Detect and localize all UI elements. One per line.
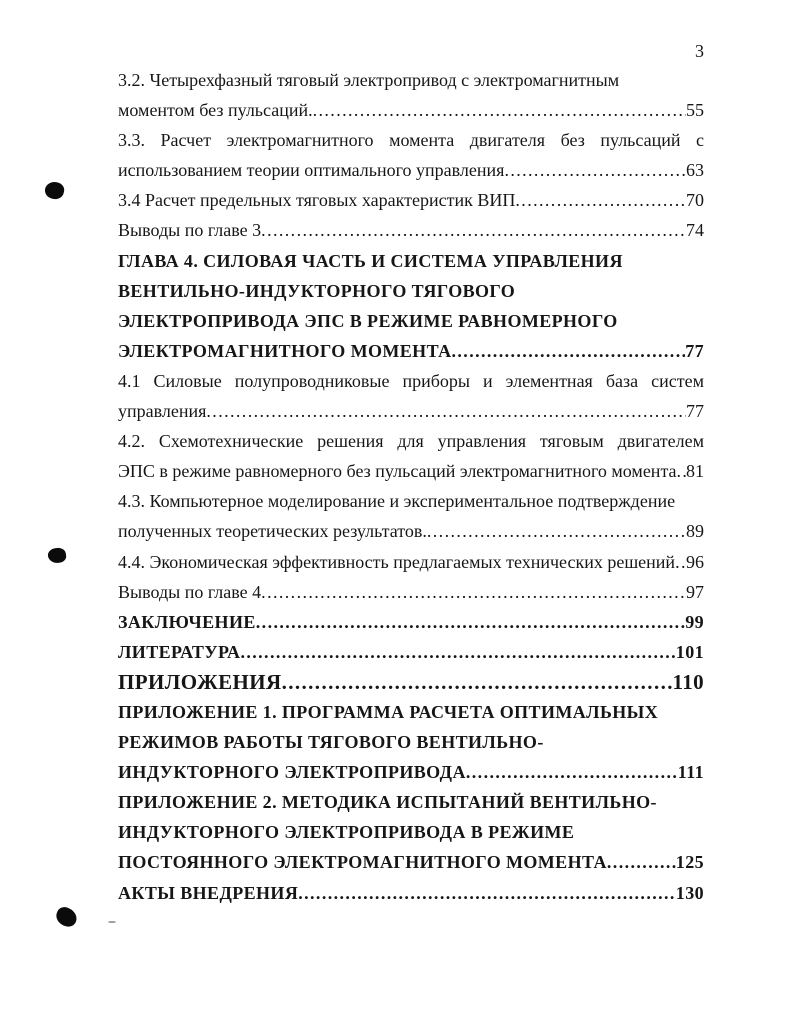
toc-entry-page: 111 xyxy=(677,762,704,783)
toc-line xyxy=(118,185,704,215)
dot-leader xyxy=(313,95,686,125)
toc-entry-text: ЭЛЕКТРОПРИВОДА ЭПС В РЕЖИМЕ РАВНОМЕРНОГО xyxy=(118,310,618,331)
toc-entry-text: РЕЖИМОВ РАБОТЫ ТЯГОВОГО ВЕНТИЛЬНО- xyxy=(118,732,544,753)
toc-entry-page: 97 xyxy=(686,581,704,602)
toc-entry-text: 3.4 Расчет предельных тяговых характеристик ВИП xyxy=(118,190,516,211)
toc-entry-text: АКТЫ ВНЕДРЕНИЯ xyxy=(118,882,299,903)
toc-entry-text: ПРИЛОЖЕНИЕ 2. МЕТОДИКА ИСПЫТАНИЙ ВЕНТИЛЬНО- xyxy=(118,792,657,813)
toc-entry-page: 89 xyxy=(686,521,704,542)
toc-entry-page: 99 xyxy=(685,611,704,632)
toc-line xyxy=(118,878,704,908)
toc-line xyxy=(118,667,704,697)
toc-line xyxy=(118,456,704,486)
toc-entry-text: ИНДУКТОРНОГО ЭЛЕКТРОПРИВОДА xyxy=(118,762,466,783)
toc-entry-text: ЭПС в режиме равномерного без пульсаций электромагнитного момента xyxy=(118,461,677,482)
toc-line xyxy=(118,396,704,426)
toc-entry-text: ПРИЛОЖЕНИЕ 1. ПРОГРАММА РАСЧЕТА ОПТИМАЛЬНЫХ xyxy=(118,701,659,722)
toc-entry-page: 77 xyxy=(685,340,704,361)
toc-entry-text: 3.2. Четырехфазный тяговый электропривод с электромагнитным xyxy=(118,70,620,90)
toc-entry-text: ПРИЛОЖЕНИЯ xyxy=(118,669,282,694)
toc-entry-text: ЗАКЛЮЧЕНИЕ xyxy=(118,611,256,632)
dot-leader xyxy=(298,878,676,908)
toc-entry-text: 4.3. Компьютерное моделирование и экспериментальное подтверждение xyxy=(118,491,676,512)
toc-line xyxy=(118,366,704,396)
toc-entry-text: 4.4. Экономическая эффективность предлагаемых технических решений xyxy=(118,551,676,572)
toc-entry-page: 96 xyxy=(686,551,704,572)
toc-entry-text: 4.2. Схемотехнические решения для управления тяговым двигателем xyxy=(118,431,704,452)
toc-line xyxy=(118,426,704,456)
toc-entry-page: 110 xyxy=(672,669,704,694)
toc-entry-page: 74 xyxy=(686,220,704,241)
ink-stain xyxy=(47,547,67,564)
dot-leader xyxy=(240,637,675,667)
toc-line xyxy=(118,637,704,667)
dot-leader xyxy=(261,215,686,245)
dot-leader xyxy=(607,847,676,877)
toc-entry-page: 77 xyxy=(686,401,704,422)
toc-line xyxy=(118,65,704,95)
toc-entry-page: 63 xyxy=(686,160,704,181)
toc-entry-text: полученных теоретических результатов. xyxy=(118,521,427,542)
toc-entry-text: ВЕНТИЛЬНО-ИНДУКТОРНОГО ТЯГОВОГО xyxy=(118,280,516,301)
toc-entry-page: 101 xyxy=(675,641,704,662)
dot-leader xyxy=(677,456,686,486)
toc-line xyxy=(118,516,704,546)
dot-leader xyxy=(282,667,673,697)
toc-entry-page: 70 xyxy=(686,190,704,211)
toc-entry-text: управления xyxy=(118,401,207,422)
dot-leader xyxy=(675,547,686,577)
toc-line xyxy=(118,727,704,757)
toc-line xyxy=(118,306,704,336)
toc-entry-text: 3.3. Расчет электромагнитного момента двигателя без пульсаций с xyxy=(118,130,704,151)
toc-line xyxy=(118,246,704,276)
dot-leader xyxy=(206,396,686,426)
toc-line xyxy=(118,276,704,306)
toc-line xyxy=(118,817,704,847)
table-of-contents xyxy=(118,65,704,908)
dot-leader xyxy=(452,336,686,366)
toc-line xyxy=(118,577,704,607)
toc-entry-text: ЭЛЕКТРОМАГНИТНОГО МОМЕНТА xyxy=(118,340,452,361)
toc-line xyxy=(118,95,704,125)
dot-leader xyxy=(427,516,686,546)
scan-speck xyxy=(108,921,116,923)
dot-leader xyxy=(466,757,678,787)
toc-entry-page: 125 xyxy=(675,852,704,873)
toc-entry-text: 4.1 Силовые полупроводниковые приборы и элементная база систем xyxy=(118,370,704,391)
ink-stain xyxy=(43,180,65,201)
toc-entry-text: ПОСТОЯННОГО ЭЛЕКТРОМАГНИТНОГО МОМЕНТА xyxy=(118,852,607,873)
toc-entry-page: 55 xyxy=(686,100,704,121)
toc-line xyxy=(118,155,704,185)
toc-line xyxy=(118,125,704,155)
toc-entry-text: Выводы по главе 4 xyxy=(118,581,262,602)
toc-line xyxy=(118,787,704,817)
toc-entry-text: моментом без пульсаций. xyxy=(118,100,313,121)
toc-line xyxy=(118,547,704,577)
ink-stain xyxy=(53,905,79,930)
dot-leader xyxy=(256,607,685,637)
dot-leader xyxy=(261,577,686,607)
toc-entry-text: ЛИТЕРАТУРА xyxy=(118,641,241,662)
toc-line xyxy=(118,215,704,245)
dot-leader xyxy=(515,185,686,215)
toc-line xyxy=(118,486,704,516)
page-number: 3 xyxy=(695,41,704,61)
toc-line xyxy=(118,607,704,637)
toc-entry-text: использованием теории оптимального управления xyxy=(118,160,505,181)
toc-entry-page: 130 xyxy=(675,882,704,903)
dot-leader xyxy=(504,155,686,185)
toc-entry-text: ГЛАВА 4. СИЛОВАЯ ЧАСТЬ И СИСТЕМА УПРАВЛЕНИЯ xyxy=(118,250,623,271)
toc-line xyxy=(118,336,704,366)
toc-entry-page: 81 xyxy=(686,461,704,482)
toc-entry-text: ИНДУКТОРНОГО ЭЛЕКТРОПРИВОДА В РЕЖИМЕ xyxy=(118,822,575,843)
toc-line xyxy=(118,757,704,787)
toc-entry-text: Выводы по главе 3 xyxy=(118,220,262,241)
toc-line xyxy=(118,697,704,727)
toc-line xyxy=(118,847,704,877)
